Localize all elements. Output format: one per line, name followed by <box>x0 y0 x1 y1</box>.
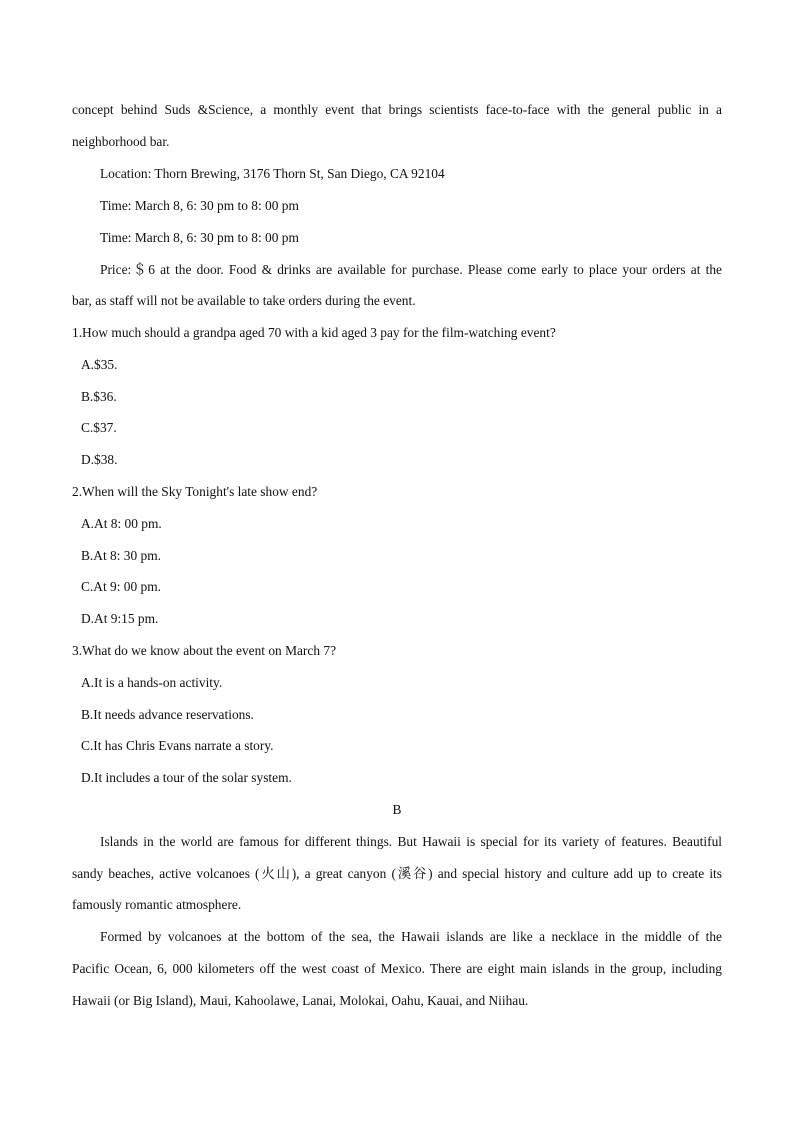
paragraph-line: sandy beaches, active volcanoes (火山), a great canyon (溪谷) and special history and culture add up to create its <box>72 866 722 881</box>
event-price: Price:＄6 at the door. Food & drinks are available for purchase. Please come early to place your orders at the <box>100 262 722 277</box>
question-stem: 2.When will the Sky Tonight's late show end? <box>72 484 318 499</box>
answer-option: D.It includes a tour of the solar system. <box>81 770 292 785</box>
answer-option: A.At 8: 00 pm. <box>81 516 162 531</box>
answer-option: B.$36. <box>81 389 117 404</box>
paragraph-line: concept behind Suds &Science, a monthly event that brings scientists face-to-face with the general public in a <box>72 102 722 117</box>
answer-option: C.$37. <box>81 420 117 435</box>
answer-option: A.$35. <box>81 357 118 372</box>
answer-option: C.At 9: 00 pm. <box>81 579 161 594</box>
paragraph-line: bar, as staff will not be available to take orders during the event. <box>72 293 416 308</box>
paragraph-line: Pacific Ocean, 6, 000 kilometers off the west coast of Mexico. There are eight main islands in the group, including <box>72 961 722 976</box>
event-time: Time: March 8, 6: 30 pm to 8: 00 pm <box>100 230 299 245</box>
answer-option: B.At 8: 30 pm. <box>81 548 161 563</box>
paragraph-line: neighborhood bar. <box>72 134 170 149</box>
answer-option: A.It is a hands-on activity. <box>81 675 223 690</box>
event-time: Time: March 8, 6: 30 pm to 8: 00 pm <box>100 198 299 213</box>
section-heading: B <box>392 802 402 817</box>
answer-option: D.$38. <box>81 452 118 467</box>
question-stem: 3.What do we know about the event on March 7? <box>72 643 337 658</box>
paragraph-line: Hawaii (or Big Island), Maui, Kahoolawe, Lanai, Molokai, Oahu, Kauai, and Niihau. <box>72 993 529 1008</box>
answer-option: C.It has Chris Evans narrate a story. <box>81 738 274 753</box>
answer-option: D.At 9:15 pm. <box>81 611 159 626</box>
paragraph-line: famously romantic atmosphere. <box>72 897 242 912</box>
question-stem: 1.How much should a grandpa aged 70 with a kid aged 3 pay for the film-watching event? <box>72 325 556 340</box>
event-location: Location: Thorn Brewing, 3176 Thorn St, San Diego, CA 92104 <box>100 166 445 181</box>
paragraph-line: Formed by volcanoes at the bottom of the sea, the Hawaii islands are like a necklace in the middle of the <box>100 929 722 944</box>
answer-option: B.It needs advance reservations. <box>81 707 254 722</box>
paragraph-line: Islands in the world are famous for different things. But Hawaii is special for its variety of features. Beautiful <box>100 834 722 849</box>
